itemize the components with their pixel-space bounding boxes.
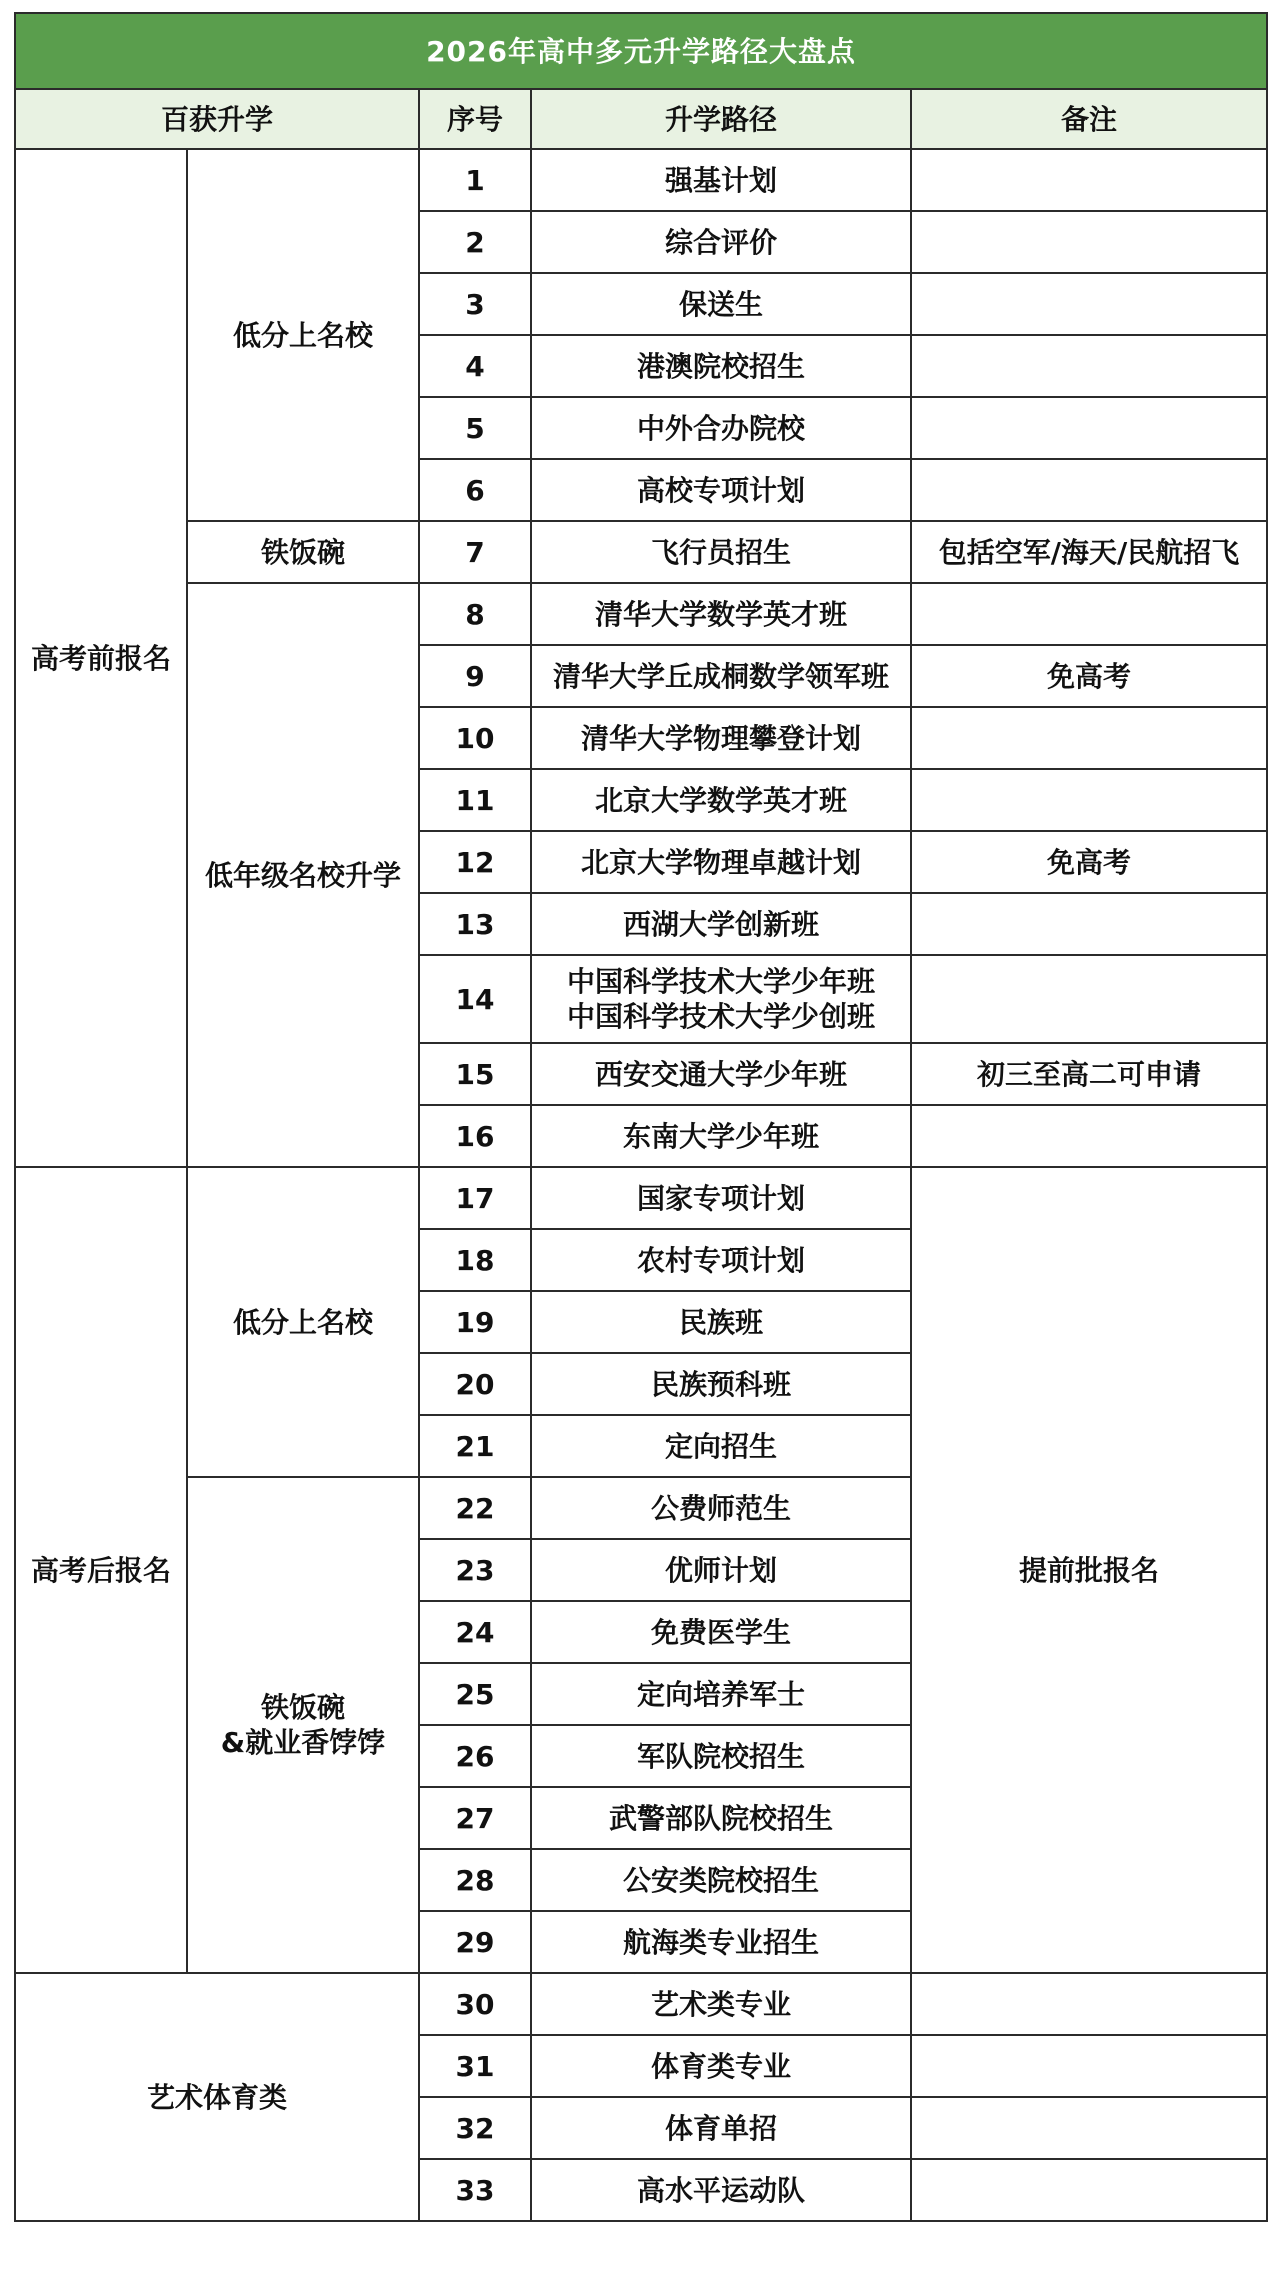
row-path: 港澳院校招生	[531, 335, 911, 397]
row-index: 2	[419, 211, 531, 273]
row-note	[911, 955, 1267, 1043]
row-index: 5	[419, 397, 531, 459]
row-path: 北京大学数学英才班	[531, 769, 911, 831]
row-path: 定向招生	[531, 1415, 911, 1477]
row-index: 14	[419, 955, 531, 1043]
row-note	[911, 707, 1267, 769]
row-path: 免费医学生	[531, 1601, 911, 1663]
row-index: 33	[419, 2159, 531, 2221]
row-index: 26	[419, 1725, 531, 1787]
row-path: 东南大学少年班	[531, 1105, 911, 1167]
row-index: 6	[419, 459, 531, 521]
table-row	[15, 1167, 1267, 1229]
row-index: 18	[419, 1229, 531, 1291]
row-path: 综合评价	[531, 211, 911, 273]
row-index: 27	[419, 1787, 531, 1849]
row-note: 包括空军/海天/民航招飞	[911, 521, 1267, 583]
row-path: 公费师范生	[531, 1477, 911, 1539]
table-row	[15, 1973, 1267, 2035]
row-path: 农村专项计划	[531, 1229, 911, 1291]
group-before: 高考前报名	[15, 149, 187, 1167]
group-after: 高考后报名	[15, 1167, 187, 1973]
row-index: 16	[419, 1105, 531, 1167]
row-path: 民族预科班	[531, 1353, 911, 1415]
row-path: 强基计划	[531, 149, 911, 211]
row-index: 13	[419, 893, 531, 955]
row-note	[911, 769, 1267, 831]
table-row	[15, 583, 1267, 645]
header-index: 序号	[419, 89, 531, 149]
row-index: 3	[419, 273, 531, 335]
row-index: 19	[419, 1291, 531, 1353]
row-path: 民族班	[531, 1291, 911, 1353]
row-index: 7	[419, 521, 531, 583]
subgroup-iron-bowl-1: 铁饭碗	[187, 521, 419, 583]
group-arts: 艺术体育类	[15, 1973, 419, 2221]
row-path: 清华大学物理攀登计划	[531, 707, 911, 769]
row-path: 国家专项计划	[531, 1167, 911, 1229]
row-path: 中外合办院校	[531, 397, 911, 459]
row-note	[911, 893, 1267, 955]
row-path-line-1: 中国科学技术大学少年班	[566, 965, 875, 998]
subgroup-iron-bowl-2	[187, 1477, 419, 1973]
row-note	[911, 583, 1267, 645]
subgroup-junior-grade: 低年级名校升学	[187, 583, 419, 1167]
table-title: 2026年高中多元升学路径大盘点	[15, 13, 1267, 89]
row-path: 北京大学物理卓越计划	[531, 831, 911, 893]
row-note	[911, 211, 1267, 273]
row-note	[911, 2159, 1267, 2221]
row-index: 15	[419, 1043, 531, 1105]
row-note	[911, 1973, 1267, 2035]
row-path: 高校专项计划	[531, 459, 911, 521]
paths-table	[14, 12, 1268, 2222]
row-index: 25	[419, 1663, 531, 1725]
row-index: 21	[419, 1415, 531, 1477]
row-path: 优师计划	[531, 1539, 911, 1601]
row-index: 30	[419, 1973, 531, 2035]
row-note: 免高考	[911, 645, 1267, 707]
row-index: 11	[419, 769, 531, 831]
row-note: 免高考	[911, 831, 1267, 893]
row-path: 体育类专业	[531, 2035, 911, 2097]
row-index: 12	[419, 831, 531, 893]
row-index: 9	[419, 645, 531, 707]
header-path: 升学路径	[531, 89, 911, 149]
row-path: 航海类专业招生	[531, 1911, 911, 1973]
row-path: 清华大学丘成桐数学领军班	[531, 645, 911, 707]
subgroup-low-score-2: 低分上名校	[187, 1167, 419, 1477]
row-path: 飞行员招生	[531, 521, 911, 583]
row-note	[911, 2097, 1267, 2159]
row-note	[911, 1105, 1267, 1167]
header-note: 备注	[911, 89, 1267, 149]
row-index: 4	[419, 335, 531, 397]
row-path: 军队院校招生	[531, 1725, 911, 1787]
row-note	[911, 273, 1267, 335]
row-index: 20	[419, 1353, 531, 1415]
row-index: 31	[419, 2035, 531, 2097]
row-path: 西安交通大学少年班	[531, 1043, 911, 1105]
row-index: 28	[419, 1849, 531, 1911]
row-path: 武警部队院校招生	[531, 1787, 911, 1849]
row-path: 西湖大学创新班	[531, 893, 911, 955]
table-row	[15, 521, 1267, 583]
row-index: 1	[419, 149, 531, 211]
row-path: 定向培养军士	[531, 1663, 911, 1725]
row-path-line-2: 中国科学技术大学少创班	[566, 1000, 875, 1033]
row-note: 初三至高二可申请	[911, 1043, 1267, 1105]
row-path: 艺术类专业	[531, 1973, 911, 2035]
row-index: 10	[419, 707, 531, 769]
row-note	[911, 2035, 1267, 2097]
row-path: 保送生	[531, 273, 911, 335]
subgroup-iron-bowl-2-line-2: &就业香饽饽	[220, 1726, 386, 1759]
row-path: 体育单招	[531, 2097, 911, 2159]
row-note	[911, 459, 1267, 521]
header-category: 百获升学	[15, 89, 419, 149]
row-path: 公安类院校招生	[531, 1849, 911, 1911]
table-row	[15, 149, 1267, 211]
row-index: 23	[419, 1539, 531, 1601]
row-note	[911, 397, 1267, 459]
subgroup-low-score-1: 低分上名校	[187, 149, 419, 521]
row-index: 29	[419, 1911, 531, 1973]
row-index: 8	[419, 583, 531, 645]
merged-note-after: 提前批报名	[911, 1167, 1267, 1973]
row-path: 高水平运动队	[531, 2159, 911, 2221]
row-path: 清华大学数学英才班	[531, 583, 911, 645]
row-index: 32	[419, 2097, 531, 2159]
subgroup-iron-bowl-2-line-1: 铁饭碗	[260, 1691, 345, 1724]
row-note	[911, 149, 1267, 211]
row-note	[911, 335, 1267, 397]
row-path	[531, 955, 911, 1043]
row-index: 24	[419, 1601, 531, 1663]
row-index: 17	[419, 1167, 531, 1229]
row-index: 22	[419, 1477, 531, 1539]
